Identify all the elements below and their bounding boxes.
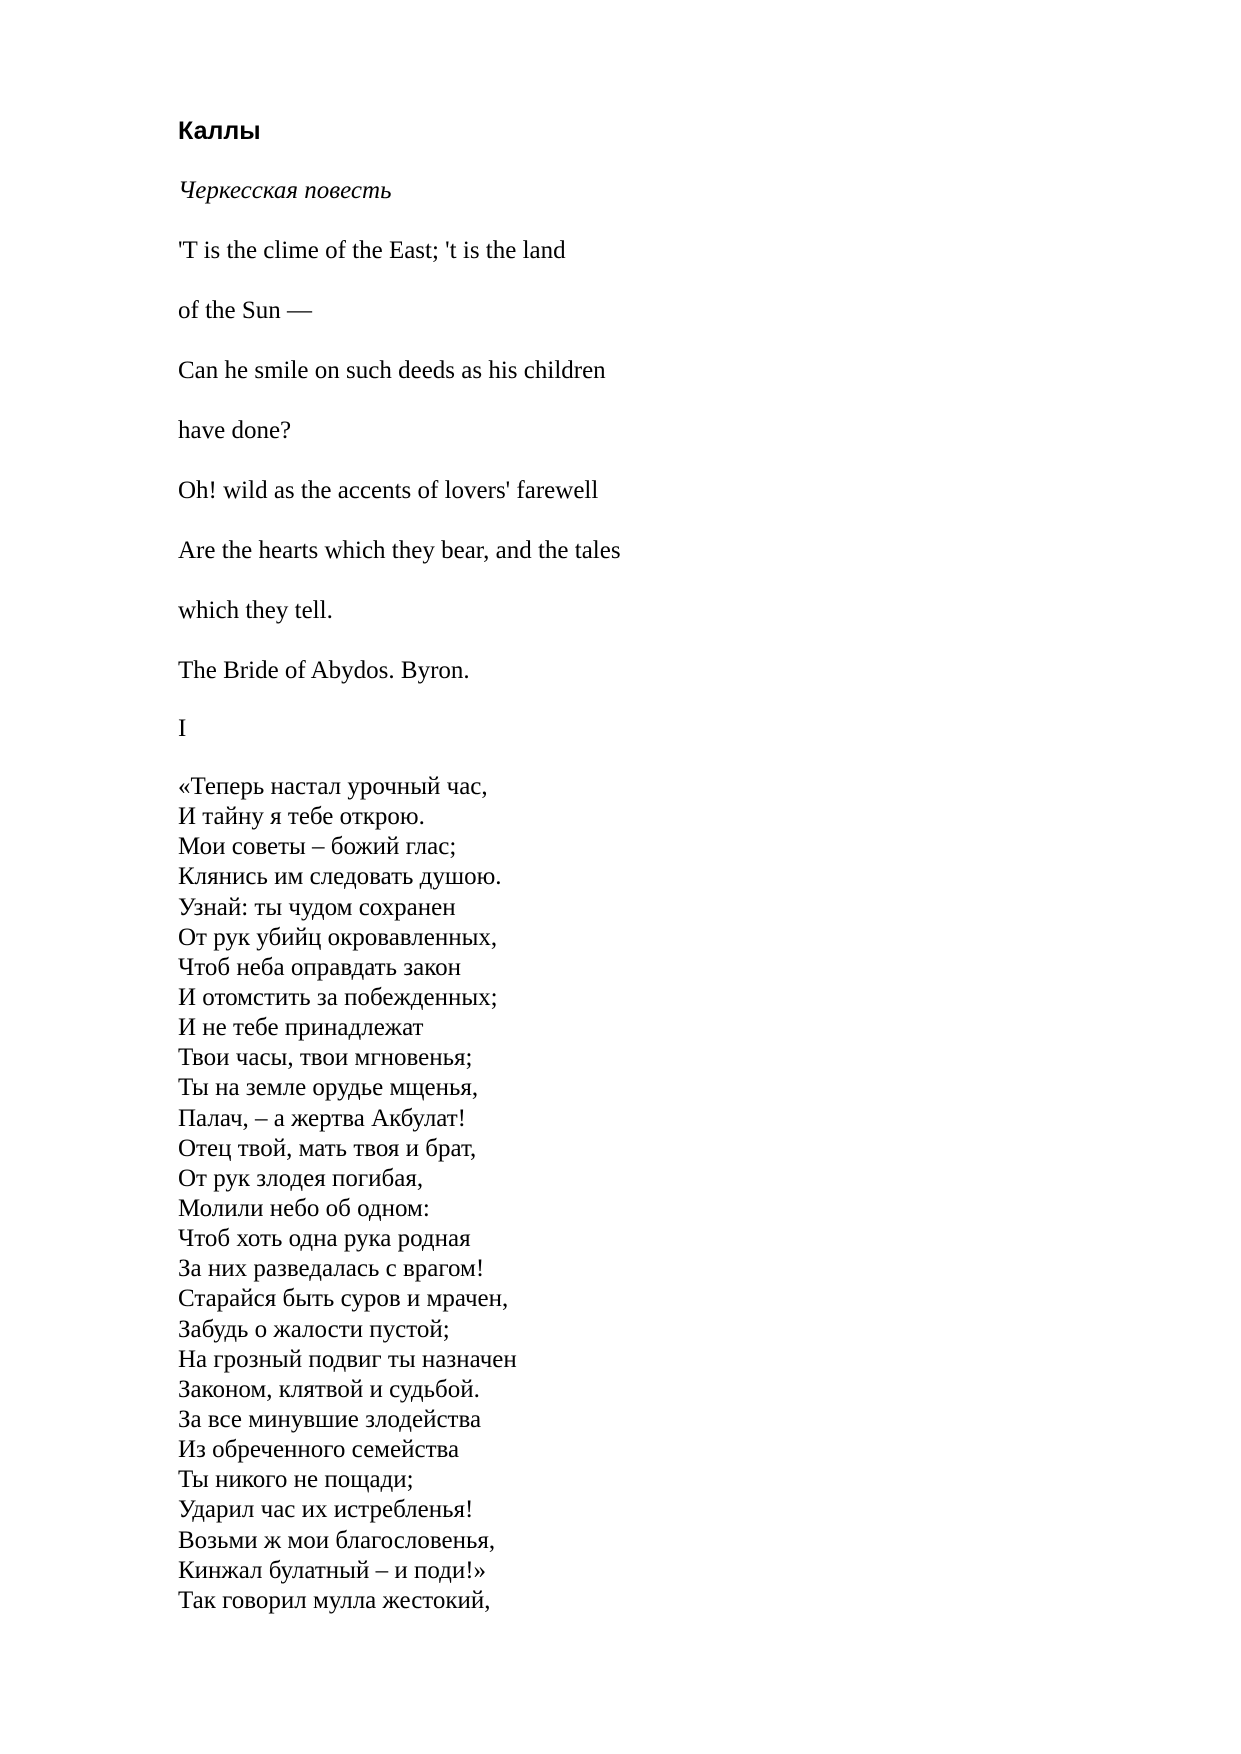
poem-line: «Теперь настал урочный час,	[178, 773, 488, 800]
poem-line: И отомстить за побежденных;	[178, 983, 498, 1011]
section-number: I	[178, 715, 187, 742]
page-title: Каллы	[178, 117, 261, 145]
poem-line: И тайну я тебе открою.	[178, 803, 425, 831]
epigraph-line: which they tell.	[178, 597, 333, 624]
poem-line: Узнай: ты чудом сохранен	[178, 893, 456, 921]
poem-stanza	[178, 772, 517, 1616]
epigraph-line: have done?	[178, 417, 292, 444]
epigraph-line: 'T is the clime of the East; 't is the land	[178, 237, 566, 264]
poem-line: Чтоб неба оправдать закон	[178, 953, 461, 981]
poem-line: И не тебе принадлежат	[178, 1014, 424, 1042]
poem-line: Ты на земле орудье мщенья,	[178, 1074, 479, 1102]
poem-line: Так говорил мулла жестокий,	[178, 1586, 491, 1614]
poem-line: Кинжал булатный – и поди!»	[178, 1556, 487, 1584]
poem-line: Ударил час их истребленья!	[178, 1496, 474, 1524]
epigraph-line: The Bride of Abydos. Byron.	[178, 657, 470, 684]
poem-line: Молили небо об одном:	[178, 1194, 430, 1222]
poem-line: За них разведалась с врагом!	[178, 1255, 485, 1283]
poem-line: Возьми ж мои благословенья,	[178, 1526, 496, 1554]
epigraph-line: Are the hearts which they bear, and the tales	[178, 537, 621, 564]
poem-line: От рук убийц окровавленных,	[178, 923, 498, 951]
poem-line: Твои часы, твои мгновенья;	[178, 1044, 473, 1072]
poem-line: За все минувшие злодейства	[178, 1405, 482, 1433]
poem-line: Забудь о жалости пустой;	[178, 1315, 450, 1343]
poem-line: Чтоб хоть одна рука родная	[178, 1225, 471, 1253]
poem-line: Старайся быть суров и мрачен,	[178, 1285, 509, 1313]
poem-line: Мои советы – божий глас;	[178, 833, 457, 861]
epigraph-line: Can he smile on such deeds as his children	[178, 357, 606, 384]
poem-line: Из обреченного семейства	[178, 1436, 460, 1464]
poem-line: От рук злодея погибая,	[178, 1164, 424, 1192]
epigraph-line: of the Sun —	[178, 297, 313, 324]
poem-line: Клянись им следовать душою.	[178, 863, 502, 891]
poem-line: Ты никого не пощади;	[178, 1466, 414, 1494]
page-subtitle: Черкесская повесть	[178, 177, 392, 204]
poem-line: Отец твой, мать твоя и брат,	[178, 1134, 477, 1162]
poem-line: Палач, – а жертва Акбулат!	[178, 1104, 466, 1132]
poem-line: Законом, клятвой и судьбой.	[178, 1375, 480, 1403]
poem-line: На грозный подвиг ты назначен	[178, 1345, 517, 1373]
epigraph	[178, 236, 621, 716]
epigraph-line: Oh! wild as the accents of lovers' farewell	[178, 477, 599, 504]
